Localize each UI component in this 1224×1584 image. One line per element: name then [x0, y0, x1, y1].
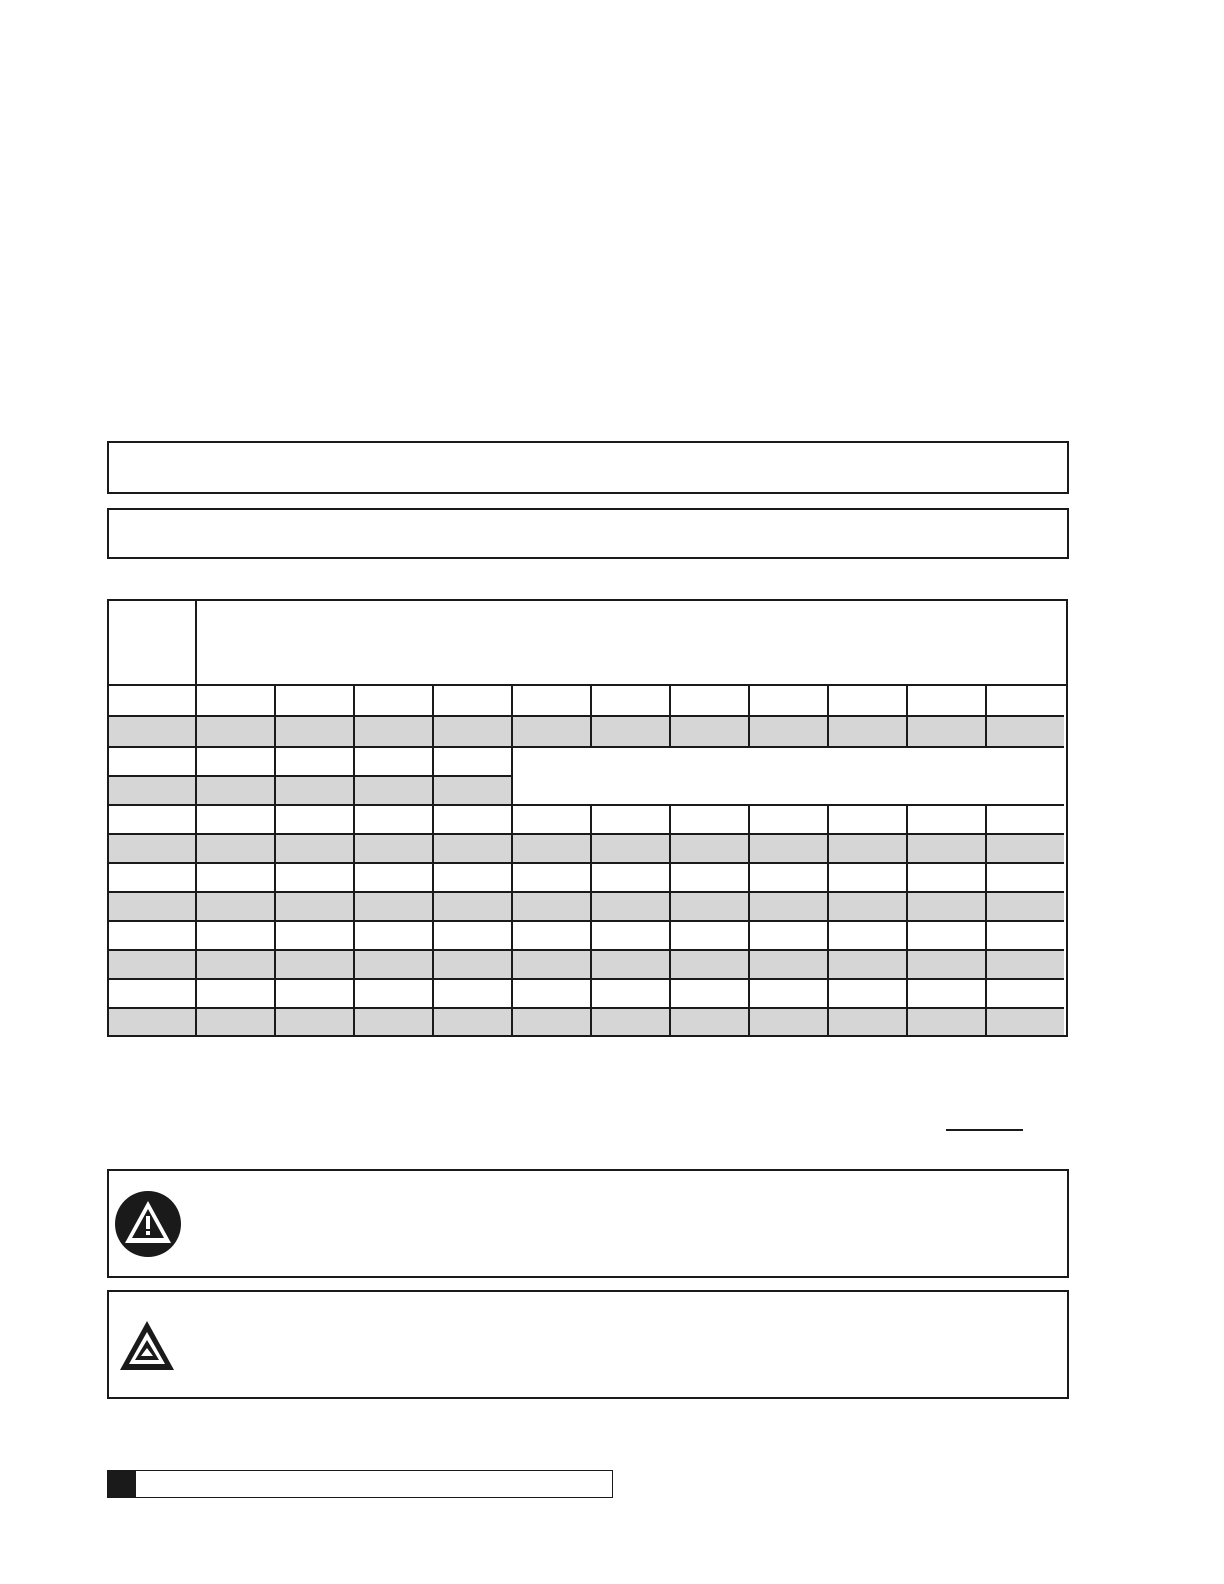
table-cell — [276, 835, 355, 864]
table-cell — [592, 980, 671, 1009]
table-row-label-cell — [109, 922, 197, 951]
top-info-box-1 — [107, 441, 1069, 494]
table-cell — [987, 922, 1064, 951]
table-cell — [987, 980, 1064, 1009]
table-cell — [987, 893, 1064, 922]
table-row-label-cell — [109, 951, 197, 980]
table-row-label-cell — [109, 806, 197, 835]
table-cell — [434, 686, 513, 717]
table-cell — [671, 922, 750, 951]
table-cell — [908, 922, 987, 951]
table-cell — [671, 951, 750, 980]
table-cell — [513, 951, 592, 980]
table-cell — [592, 1009, 671, 1035]
table-cell — [908, 864, 987, 893]
table-cell — [197, 1009, 276, 1035]
table-cell — [671, 835, 750, 864]
table-cell — [197, 980, 276, 1009]
table-cell — [434, 835, 513, 864]
table-cell — [987, 835, 1064, 864]
table-cell — [355, 1009, 434, 1035]
table-corner-cell — [109, 601, 197, 686]
data-table — [107, 599, 1068, 1037]
table-cell — [987, 864, 1064, 893]
table-cell — [829, 893, 908, 922]
table-row-label-cell — [109, 1009, 197, 1035]
table-cell — [434, 980, 513, 1009]
table-cell — [750, 980, 829, 1009]
table-cell — [829, 835, 908, 864]
table-cell — [987, 717, 1064, 748]
table-cell — [750, 686, 829, 717]
table-cell — [513, 686, 592, 717]
table-cell — [276, 806, 355, 835]
table-cell — [276, 748, 355, 777]
table-cell — [355, 980, 434, 1009]
table-cell — [434, 1009, 513, 1035]
table-cell — [434, 922, 513, 951]
table-cell — [197, 806, 276, 835]
signature-underline — [946, 1129, 1023, 1131]
table-cell — [513, 980, 592, 1009]
table-cell — [829, 980, 908, 1009]
table-cell — [355, 806, 434, 835]
table-cell — [592, 835, 671, 864]
table-cell — [276, 717, 355, 748]
footer-bar — [107, 1470, 613, 1498]
table-cell — [434, 777, 513, 806]
top-info-box-2 — [107, 508, 1069, 559]
table-row-label-cell — [109, 980, 197, 1009]
table-cell — [513, 806, 592, 835]
table-cell — [671, 893, 750, 922]
table-cell — [276, 922, 355, 951]
footer-page-block — [108, 1471, 136, 1497]
caution-notice-box — [107, 1290, 1069, 1399]
table-cell — [829, 1009, 908, 1035]
table-cell — [355, 864, 434, 893]
table-cell — [434, 951, 513, 980]
table-cell — [592, 922, 671, 951]
table-cell — [750, 717, 829, 748]
table-cell — [908, 686, 987, 717]
table-cell — [513, 1009, 592, 1035]
table-row-label-cell — [109, 864, 197, 893]
table-cell — [987, 806, 1064, 835]
table-cell — [671, 686, 750, 717]
table-row-label-cell — [109, 777, 197, 806]
table-cell — [908, 980, 987, 1009]
table-row-label-cell — [109, 748, 197, 777]
table-cell — [908, 1009, 987, 1035]
table-cell — [987, 1009, 1064, 1035]
table-cell — [355, 748, 434, 777]
table-cell — [513, 893, 592, 922]
table-merged-blank-cell — [513, 748, 1064, 806]
table-cell — [434, 864, 513, 893]
table-cell — [750, 951, 829, 980]
table-row-label-cell — [109, 893, 197, 922]
table-cell — [513, 922, 592, 951]
table-cell — [829, 922, 908, 951]
table-cell — [987, 951, 1064, 980]
table-cell — [750, 864, 829, 893]
table-row-label-cell — [109, 686, 197, 717]
table-cell — [434, 806, 513, 835]
table-cell — [197, 893, 276, 922]
table-header-span — [197, 601, 1066, 686]
table-cell — [592, 806, 671, 835]
table-cell — [513, 835, 592, 864]
table-cell — [750, 893, 829, 922]
table-cell — [513, 717, 592, 748]
table-cell — [987, 686, 1064, 717]
table-cell — [908, 717, 987, 748]
table-cell — [829, 717, 908, 748]
table-cell — [829, 806, 908, 835]
table-cell — [355, 835, 434, 864]
table-cell — [355, 922, 434, 951]
table-cell — [197, 864, 276, 893]
warning-notice-box — [107, 1169, 1069, 1278]
table-cell — [908, 835, 987, 864]
table-cell — [592, 717, 671, 748]
table-row-label-cell — [109, 835, 197, 864]
table-cell — [355, 951, 434, 980]
table-cell — [592, 951, 671, 980]
table-cell — [276, 777, 355, 806]
table-cell — [276, 1009, 355, 1035]
table-cell — [671, 864, 750, 893]
table-cell — [197, 835, 276, 864]
table-cell — [197, 686, 276, 717]
table-cell — [908, 893, 987, 922]
table-cell — [908, 806, 987, 835]
table-cell — [513, 864, 592, 893]
table-cell — [592, 686, 671, 717]
table-cell — [355, 777, 434, 806]
table-cell — [829, 686, 908, 717]
table-cell — [592, 893, 671, 922]
table-cell — [671, 1009, 750, 1035]
table-cell — [276, 893, 355, 922]
table-cell — [197, 922, 276, 951]
table-cell — [276, 980, 355, 1009]
table-cell — [750, 806, 829, 835]
table-cell — [355, 893, 434, 922]
table-cell — [434, 717, 513, 748]
caution-triangle-icon — [118, 1319, 176, 1373]
table-cell — [197, 717, 276, 748]
table-row-label-cell — [109, 717, 197, 748]
warning-circle-icon — [115, 1191, 181, 1257]
table-cell — [434, 748, 513, 777]
table-cell — [197, 748, 276, 777]
table-cell — [355, 686, 434, 717]
table-cell — [908, 951, 987, 980]
table-cell — [355, 717, 434, 748]
table-cell — [750, 835, 829, 864]
table-cell — [592, 864, 671, 893]
table-cell — [197, 951, 276, 980]
table-cell — [434, 893, 513, 922]
table-cell — [829, 864, 908, 893]
table-cell — [829, 951, 908, 980]
table-cell — [671, 717, 750, 748]
table-cell — [197, 777, 276, 806]
table-cell — [750, 922, 829, 951]
table-cell — [671, 980, 750, 1009]
table-cell — [750, 1009, 829, 1035]
table-cell — [276, 864, 355, 893]
table-cell — [671, 806, 750, 835]
table-cell — [276, 951, 355, 980]
table-cell — [276, 686, 355, 717]
